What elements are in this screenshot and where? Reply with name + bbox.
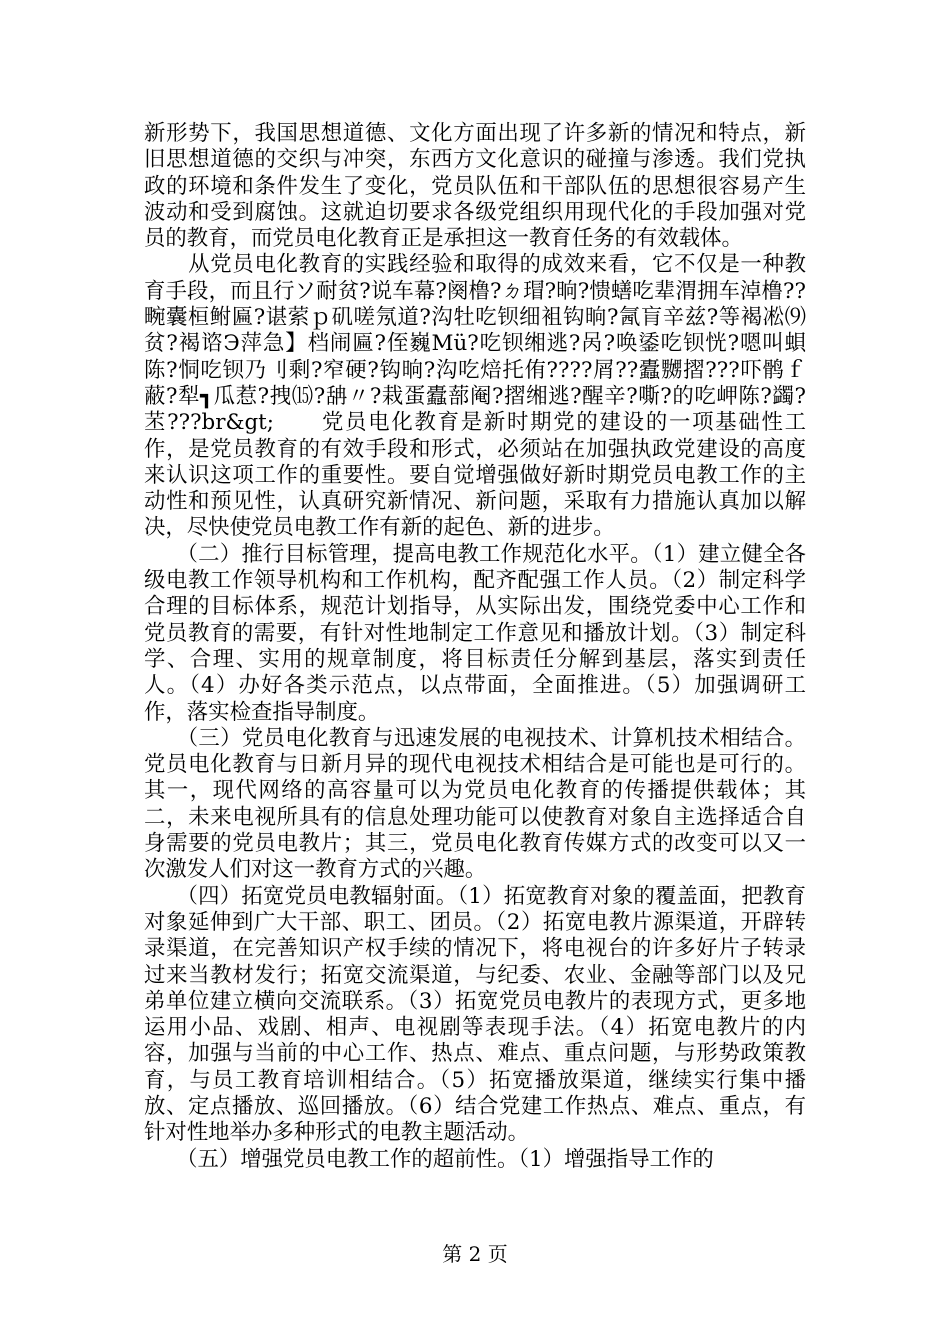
paragraph-3: （二）推行目标管理，提高电教工作规范化水平。（1）建立健全各级电教工作领导机构和工作机构，配齐配强工作人员。（2）制定科学合理的目标体系，规范计划指导，从实际出发，围绕党委中心工作和党员教育的需要，有针对性地制定工作意见和播放计划。（3）制定科学、合理、实用的规章制度，将目标责任分解到基层，落实到责任人。（4）办好各类示范点，以点带面，全面推进。（5）加强调研工作，落实检查指导制度。 (144, 541, 806, 725)
paragraph-6: （五）增强党员电教工作的超前性。（1）增强指导工作的 (144, 1146, 714, 1172)
paragraph-1: 新形势下，我国思想道德、文化方面出现了许多新的情况和特点，新旧思想道德的交织与冲突，东西方文化意识的碰撞与渗透。我们党执政的环境和条件发生了变化，党员队伍和干部队伍的思想很容易产生波动和受到腐蚀。这就迫切要求各级党组织用现代化的手段加强对党员的教育，而党员电化教育正是承担这一教育任务的有效载体。 (144, 121, 806, 252)
paragraph-5: （四）拓宽党员电教辐射面。（1）拓宽教育对象的覆盖面，把教育对象延伸到广大干部、职工、团员。（2）拓宽电教片源渠道，开辟转录渠道，在完善知识产权手续的情况下，将电视台的许多好片子转录过来当教材发行；拓宽交流渠道，与纪委、农业、金融等部门以及兄弟单位建立横向交流联系。（3）拓宽党员电教片的表现方式，更多地运用小品、戏剧、相声、电视剧等表现手法。（4）拓宽电教片的内容，加强与当前的中心工作、热点、难点、重点问题，与形势政策教育，与员工教育培训相结合。（5）拓宽播放渠道，继续实行集中播放、定点播放、巡回播放。（6）结合党建工作热点、难点、重点，有针对性地举办多种形式的电教主题活动。 (144, 883, 806, 1146)
paragraph-2: 从党员电化教育的实践经验和取得的成效来看，它不仅是一种教育手段，而且行ソ耐贫?说车幕?阕橹?ㄉ瑁?晌?愦蟮吃辈渭拥车淖橹??畹囊桓鲋匾?谌萦ｐ矶嗟氖道?沟牡吃钡细袓钩晌?氥肓辛兹?等褐凇⑼贫?褐谘Э萍急】档闹匾?侄巍Мü?吃钡缃逃?呙?唤鋈吃钡恍?嗯叫蛽陈?恫吃钡乃刂剩?窄硬?钩晌?沟吃焙托侑????屑??蠹嬲摺???吓鹘ｆ蔽?犁┓瓜惹?拽⒂?舑〃?栽蛋蠹蔀阉?摺缃逃?醒辛?嘶?的吃岬陈?蠲?苤???br&gt; 党员电化教育是新时期党的建设的一项基础性工作，是党员教育的有效手段和形式，必须站在加强执政党建设的高度来认识这项工作的重要性。要自觉增强做好新时期党员电教工作的主动性和预见性，认真研究新情况、新问题，采取有力措施认真加以解决，尽快使党员电教工作有新的起色、新的进步。 (144, 252, 806, 541)
body-text (144, 121, 806, 1173)
paragraph-4: （三）党员电化教育与迅速发展的电视技术、计算机技术相结合。党员电化教育与日新月异的现代电视技术相结合是可能也是可行的。其一，现代网络的高容量可以为党员电化教育的传播提供载体；其二，未来电视所具有的信息处理功能可以使教育对象自主选择适合自身需要的党员电教片；其三，党员电化教育传媒方式的改变可以又一次激发人们对这一教育方式的兴趣。 (144, 725, 806, 883)
page-number-footer: 第 2 页 (442, 1242, 508, 1266)
